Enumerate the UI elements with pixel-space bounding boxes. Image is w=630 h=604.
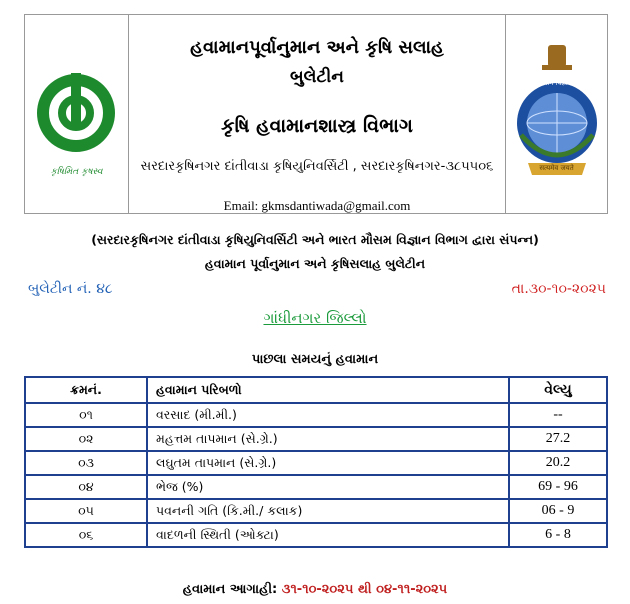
- row-value: 20.2: [509, 451, 607, 475]
- forecast-label: હવામાન આગાહી:: [182, 582, 278, 597]
- past-weather-table: [24, 376, 608, 548]
- university-logo: [25, 15, 129, 213]
- imd-logo: [506, 15, 607, 213]
- row-serial: ૦૪: [25, 475, 147, 499]
- university-logo-motto: કૃષિમિત કૃષસ્વ: [50, 167, 103, 177]
- district-title: ગાંધીનગર જિલ્લો: [263, 309, 367, 327]
- table-row: [25, 451, 607, 475]
- imd-logo-motto: सत्यमेव जयते: [539, 164, 574, 172]
- address: સરદારકૃષિનગર દાંતીવાડા કૃષિયુનિવર્સિટી , સરદારકૃષિનગર-૩૮૫૫૦૬: [140, 159, 494, 174]
- header-center: [129, 15, 506, 213]
- imd-emblem-icon: [506, 15, 607, 215]
- header-box: [24, 14, 608, 214]
- row-serial: ૦૩: [25, 451, 147, 475]
- header-parameter: હવામાન પરિબળો: [147, 377, 509, 403]
- row-parameter: વાદળની સ્થિતી (ઓક્ટા): [147, 523, 509, 547]
- table-row: [25, 427, 607, 451]
- table-row: [25, 523, 607, 547]
- bulletin-type-line: હવામાન પૂર્વાનુમાન અને કૃષિસલાહ બુલેટીન: [204, 256, 426, 271]
- row-value: --: [509, 403, 607, 427]
- table-row: [25, 475, 607, 499]
- bulletin-subtitle: બુલેટીન: [290, 67, 344, 87]
- header-value: વેલ્યુ: [509, 377, 607, 403]
- row-value: 6 - 8: [509, 523, 607, 547]
- past-weather-title: પાછલા સમયનું હવામાન: [251, 352, 379, 367]
- bulletin-title: હવામાનપૂર્વાનુમાન અને કૃષિ સલાહ: [190, 37, 444, 58]
- bulletin-date: તા.૩૦-૧૦-૨૦૨૫: [511, 281, 606, 297]
- row-value: 69 - 96: [509, 475, 607, 499]
- row-parameter: પવનની ગતિ (કિ.મી./ કલાક): [147, 499, 509, 523]
- row-serial: ૦૫: [25, 499, 147, 523]
- forecast-line: [0, 582, 630, 597]
- forecast-range: ૩૧-૧૦-૨૦૨૫ થી ૦૪-૧૧-૨૦૨૫: [281, 582, 448, 597]
- department-name: કૃષિ હવામાનશાસ્ત્ર વિભાગ: [221, 115, 413, 137]
- row-parameter: લઘુતમ તાપમાન (સે.ગ્રે.): [147, 451, 509, 475]
- email: Email: gkmsdantiwada@gmail.com: [223, 198, 411, 213]
- header-serial: ક્રમનં.: [25, 377, 147, 403]
- row-parameter: ભેજ (%): [147, 475, 509, 499]
- bulletin-number: બુલેટીન નં. ૪૮: [28, 281, 113, 297]
- row-parameter: મહત્તમ તાપમાન (સે.ગ્રે.): [147, 427, 509, 451]
- row-value: 27.2: [509, 427, 607, 451]
- table-row: [25, 403, 607, 427]
- institution-line: (સરદારકૃષિનગર દાંતીવાડા કૃષિયુનિવર્સિટી અને ભારત મૌસમ વિજ્ઞાન વિભાગ દ્વારા સંપન્ન): [91, 232, 539, 247]
- row-parameter: વરસાદ (મી.મી.): [147, 403, 509, 427]
- row-serial: ૦૧: [25, 403, 147, 427]
- row-serial: ૦૬: [25, 523, 147, 547]
- table-row: [25, 499, 607, 523]
- imd-logo-text: भारत मौसम विज्ञान विभाग: [522, 79, 591, 87]
- row-value: 06 - 9: [509, 499, 607, 523]
- university-logo-icon: [25, 15, 128, 215]
- row-serial: ૦૨: [25, 427, 147, 451]
- table-header-row: [25, 377, 607, 403]
